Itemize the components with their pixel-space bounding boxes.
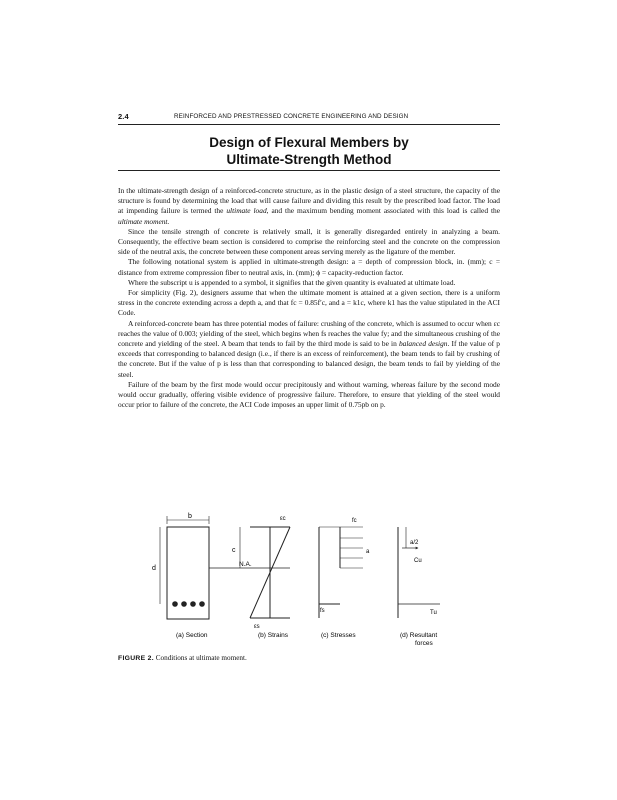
label-fs: fs bbox=[320, 608, 325, 614]
strain-diagram bbox=[250, 527, 290, 618]
subcaption-d2: forces bbox=[415, 640, 433, 647]
figure-caption bbox=[118, 654, 247, 662]
section-title-line-1: Design of Flexural Members by bbox=[209, 135, 409, 150]
paragraph-7: Failure of the beam by the first mode would occur precipitously and without warning, whereas failure by the second mode would occur gradually, offering visible evidence of progressive failure. Therefore, to ensure that yielding of the steel would occur prior to failure of the concrete, the ACI Code imposes an upper limit of 0.75pb on p. bbox=[118, 379, 500, 410]
paragraph-3: The following notational system is applied in ultimate-strength design: a = depth of compression block, in. (mm); c = distance from extreme compression fiber to neutral axis, in. (mm); ϕ = capacity-reduction factor. bbox=[118, 257, 500, 277]
label-cu: Cu bbox=[414, 558, 422, 564]
label-d: d bbox=[152, 565, 156, 572]
label-es: εs bbox=[254, 624, 260, 630]
label-na: N.A. bbox=[239, 561, 252, 568]
label-b: b bbox=[188, 513, 192, 520]
figure-caption-text: Conditions at ultimate moment. bbox=[155, 654, 247, 662]
figure-caption-label: FIGURE 2. bbox=[118, 655, 154, 662]
section-title-line-2: Ultimate-Strength Method bbox=[226, 152, 392, 167]
label-c: c bbox=[232, 547, 236, 554]
label-tu: Tu bbox=[430, 610, 437, 616]
page-number: 2.4 bbox=[118, 112, 129, 121]
subcaption-d1: (d) Resultant bbox=[400, 632, 438, 639]
paragraph-6: A reinforced-concrete beam has three potential modes of failure: crushing of the concrete, which is assumed to occur when εc reaches the value of 0.003; yielding of the steel, which begins when fs reaches the value fy; and the simultaneous crushing of the concrete and yielding of the steel. A beam that tends to fail by the third mode is said to be in balanced design. If the value of p exceeds that corresponding to balanced design (i.e., if there is an excess of reinforcement), the beam tends to fail by crushing of the concrete. But if the value of p is less than that corresponding to balanced design, the beam tends to fail by yielding of the steel. bbox=[118, 318, 500, 379]
paragraph-4: Where the subscript u is appended to a symbol, it signifies that the given quantity is evaluated at ultimate load. bbox=[128, 277, 456, 287]
subcaption-b: (b) Strains bbox=[258, 632, 288, 639]
subcaption-a: (a) Section bbox=[176, 632, 208, 639]
stress-diagram bbox=[319, 527, 363, 618]
label-fc: fc bbox=[352, 518, 357, 524]
paragraph-1: In the ultimate-strength design of a reinforced-concrete structure, as in the plastic design of a steel structure, the capacity of the structure is found by determining the load that will cause failure and dividing this result by the prescribed load factor. The load at impending failure is termed the ultimate load, and the maximum bending moment associated with this load is called the ultimate moment. bbox=[118, 186, 500, 226]
label-a-half: a/2 bbox=[410, 540, 419, 546]
rebar-bars bbox=[172, 601, 205, 607]
label-ec: εc bbox=[280, 516, 286, 522]
subcaption-c: (c) Stresses bbox=[321, 632, 356, 639]
resultant-forces-diagram bbox=[398, 527, 440, 618]
paragraph-2: Since the tensile strength of concrete is relatively small, it is generally disregarded entirely in analyzing a beam. Consequently, the effective beam section is considered to comprise the reinforcing steel and the concrete on the compression side of the neutral axis, the concrete between these component areas serving merely as the ligature of the member. bbox=[118, 226, 500, 257]
paragraph-5: For simplicity (Fig. 2), designers assume that when the ultimate moment is attained at a given section, there is a uniform stress in the concrete extending across a depth a, and that fc = 0.85f′c, and a = k1c, where k1 has the value stipulated in the ACI Code. bbox=[118, 288, 500, 318]
label-a: a bbox=[366, 549, 370, 555]
running-title: REINFORCED AND PRESTRESSED CONCRETE ENGINEERING AND DESIGN bbox=[174, 113, 409, 120]
